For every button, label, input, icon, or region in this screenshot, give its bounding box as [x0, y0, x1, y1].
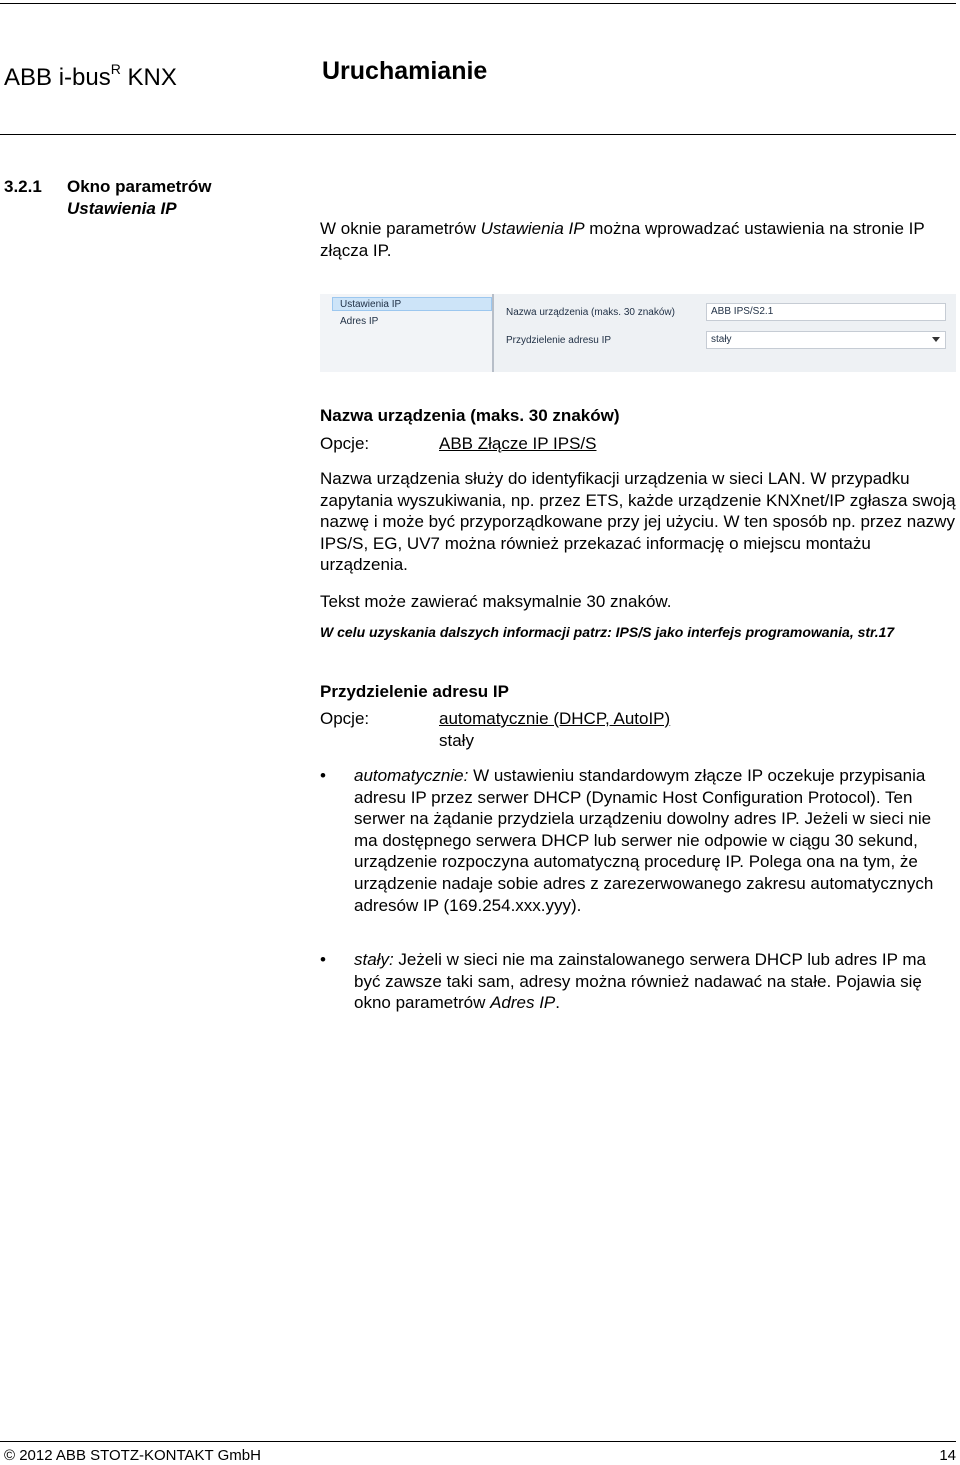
param1-options-label: Opcje: — [320, 434, 370, 453]
page-number: 14 — [939, 1447, 956, 1464]
param1-description: Nazwa urządzenia służy do identyfikacji urządzenia w sieci LAN. W przypadku zapytania wyszukiwania, np. przez ETS, każde urządzenie KNXnet/IP zgłasza swoją nazwę i może być przyporządkowane przy jej użyciu. W ten sposób np. przez nazwy IPS/S, EG, UV7 można również przekazać informację o miejscu montażu urządzenia. — [320, 469, 956, 575]
header-rule — [0, 134, 956, 135]
top-rule — [0, 3, 956, 4]
section-title: Okno parametrów Ustawienia IP — [67, 177, 212, 218]
bullet-2-text: stały: Jeżeli w sieci nie ma zainstalowanego serwera DHCP lub adres IP ma być zawsze taki sam, adresy można również nadawać na stałe. Pojawia się okno parametrów Adres IP. — [354, 950, 926, 1013]
device-name-label: Nazwa urządzenia (maks. 30 znaków) — [506, 307, 675, 318]
param2-heading: Przydzielenie adresu IP — [320, 682, 509, 701]
chevron-down-icon[interactable] — [932, 337, 940, 342]
param1-heading: Nazwa urządzenia (maks. 30 znaków) — [320, 406, 620, 425]
ip-assignment-label: Przydzielenie adresu IP — [506, 335, 612, 346]
sidebar-item-ip-address[interactable]: Adres IP — [340, 316, 379, 327]
param2-option-2: stały — [439, 731, 474, 750]
section-number: 3.2.1 — [4, 177, 42, 196]
header-brand: ABB i-bus$^R$ KNX — [4, 61, 177, 91]
bullet-1-glyph: • — [320, 766, 326, 785]
sidebar-item-ip-settings[interactable]: Ustawienia IP — [340, 299, 402, 310]
ip-assignment-value: stały — [711, 334, 732, 345]
param2-options-label: Opcje: — [320, 709, 370, 728]
page-title: Uruchamianie — [322, 57, 488, 85]
bullet-2-glyph: • — [320, 950, 326, 969]
parameter-window-screenshot — [320, 294, 956, 372]
bullet-1-text: automatycznie: W ustawieniu standardowym złącze IP oczekuje przypisania adresu IP przez serwer DHCP (Dynamic Host Configuration Protocol). Ten serwer na żądanie przydziela urządzeniu dowolny adres IP. Jeżeli w sieci nie ma dostępnego serwera DHCP lub serwer nie odpowie w ciągu 30 sekund, urządzenie rozpoczyna automatyczną procedurę IP. Polega ona na tym, że urządzenie nadaje sobie adres z zarezerwowanego zakresu automatycznych adresów IP (169.254.xxx.yyy). — [354, 766, 934, 915]
intro-paragraph: W oknie parametrów Ustawienia IP można wprowadzać ustawienia na stronie IP złącza IP. — [320, 219, 925, 260]
footer-rule — [0, 1441, 956, 1442]
param2-option-default: automatycznie (DHCP, AutoIP) — [439, 709, 671, 728]
device-name-input[interactable]: ABB IPS/S2.1 — [706, 303, 946, 321]
parameter-sidebar — [320, 294, 494, 372]
ip-assignment-select[interactable] — [706, 331, 946, 349]
footer-copyright: © 2012 ABB STOTZ-KONTAKT GmbH — [4, 1447, 261, 1464]
param1-option-default: ABB Złącze IP IPS/S — [439, 434, 597, 453]
param1-note: W celu uzyskania dalszych informacji patrz: IPS/S jako interfejs programowania, str.17 — [320, 624, 895, 640]
param1-limit: Tekst może zawierać maksymalnie 30 znaków. — [320, 592, 672, 611]
registered-mark: R — [110, 61, 121, 77]
